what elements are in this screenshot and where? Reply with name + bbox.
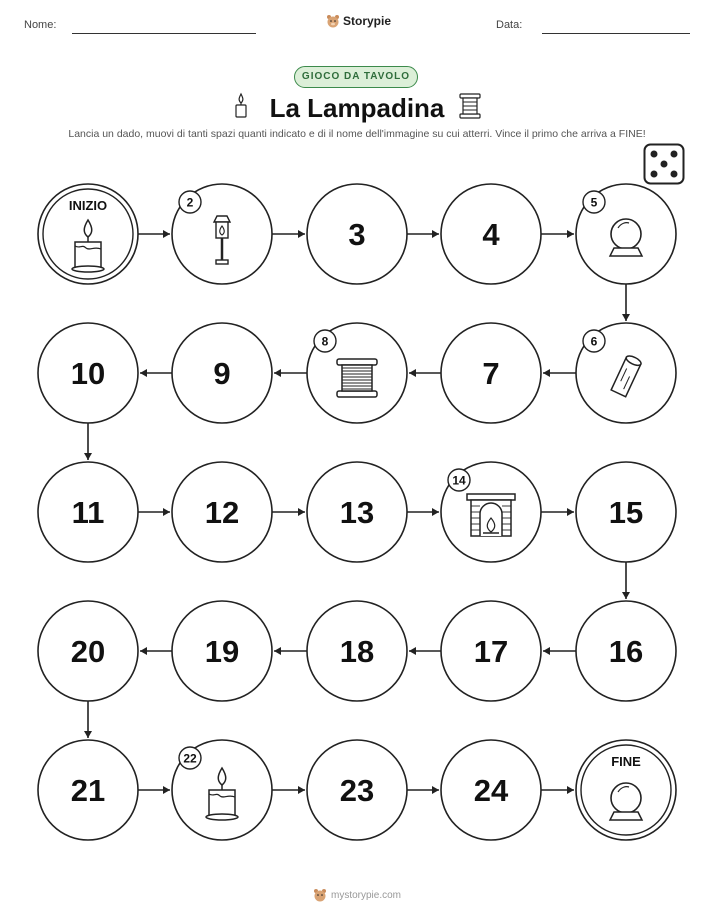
- path-arrow: [622, 284, 630, 321]
- space-number: 23: [339, 773, 375, 808]
- space-number: 18: [339, 634, 375, 669]
- path-arrow: [407, 230, 439, 238]
- footer: [0, 888, 714, 902]
- name-label: Nome:: [24, 19, 57, 31]
- board-space: [38, 323, 138, 423]
- board-space: [38, 601, 138, 701]
- path-arrow: [407, 508, 439, 516]
- board-space: [576, 323, 676, 423]
- path-arrow: [409, 369, 441, 377]
- space-number: 15: [608, 495, 644, 530]
- board-space: [172, 184, 272, 284]
- space-number: 22: [183, 751, 197, 766]
- instructions: Lancia un dado, muovi di tanti spazi quanti indicato e di il nome dell'immagine su cui atterri. Vince il primo che arriva a FINE!: [68, 128, 646, 140]
- path-arrow: [140, 369, 172, 377]
- board-space: [307, 462, 407, 562]
- path-arrow: [274, 647, 307, 655]
- space-number: 3: [348, 217, 366, 252]
- path-arrow: [274, 369, 307, 377]
- board-space: [441, 601, 541, 701]
- board-space: [576, 601, 676, 701]
- path-arrow: [622, 562, 630, 599]
- date-label: Data:: [496, 19, 523, 31]
- space-number: 12: [204, 495, 240, 530]
- path-arrow: [84, 701, 92, 738]
- fireplace-icon: [467, 494, 515, 536]
- space-number: 21: [70, 773, 106, 808]
- path-arrow: [138, 230, 170, 238]
- space-number: 4: [482, 217, 500, 252]
- game-type-badge: GIOCO DA TAVOLO: [294, 66, 418, 88]
- space-number: 14: [452, 473, 466, 488]
- board-space: [441, 740, 541, 840]
- space-number: 8: [321, 334, 329, 349]
- space-number: 2: [186, 195, 194, 210]
- path-arrow: [272, 230, 305, 238]
- brand-name: Storypie: [343, 14, 392, 28]
- space-number: 9: [213, 356, 231, 391]
- board-space: [172, 462, 272, 562]
- path-arrow: [84, 423, 92, 460]
- path-arrow: [272, 786, 305, 794]
- path-arrow: [138, 786, 170, 794]
- space-number: 7: [482, 356, 500, 391]
- path-arrow: [541, 230, 574, 238]
- path-arrow: [541, 786, 574, 794]
- path-arrow: [543, 647, 576, 655]
- board-space: [307, 740, 407, 840]
- bear-icon: [313, 888, 327, 902]
- board-space: [576, 462, 676, 562]
- path-arrow: [138, 508, 170, 516]
- board-space: [576, 184, 676, 284]
- path-arrow: [409, 647, 441, 655]
- space-number: 17: [473, 634, 509, 669]
- space-number: 5: [590, 195, 598, 210]
- space-number: 10: [70, 356, 106, 391]
- board-space: [172, 740, 272, 840]
- crystal-ball-icon: [610, 219, 642, 256]
- spool-icon: [337, 359, 377, 397]
- path-arrow: [407, 786, 439, 794]
- board-space: [307, 601, 407, 701]
- path-arrow: [272, 508, 305, 516]
- space-number: 13: [339, 495, 375, 530]
- space-label: FINE: [611, 754, 641, 769]
- space-number: 16: [608, 634, 644, 669]
- finish-space: [576, 740, 676, 840]
- board-space: [307, 323, 407, 423]
- page-title: La Lampadina: [269, 93, 445, 123]
- board-space: [441, 323, 541, 423]
- board-space: [38, 462, 138, 562]
- board-space: [38, 740, 138, 840]
- space-number: 19: [204, 634, 240, 669]
- start-space: [38, 184, 138, 284]
- space-number: 6: [590, 334, 598, 349]
- board-space: [172, 323, 272, 423]
- path-arrow: [140, 647, 172, 655]
- board-space: [441, 184, 541, 284]
- footer-url: mystorypie.com: [330, 889, 401, 901]
- board-space: [307, 184, 407, 284]
- space-number: 24: [473, 773, 509, 808]
- board-space: [441, 462, 541, 562]
- board-space: [172, 601, 272, 701]
- space-label: INIZIO: [68, 198, 108, 213]
- crystal-ball-icon: [610, 783, 642, 820]
- path-arrow: [543, 369, 576, 377]
- space-number: 20: [70, 634, 106, 669]
- space-number: 11: [71, 495, 105, 530]
- path-arrow: [541, 508, 574, 516]
